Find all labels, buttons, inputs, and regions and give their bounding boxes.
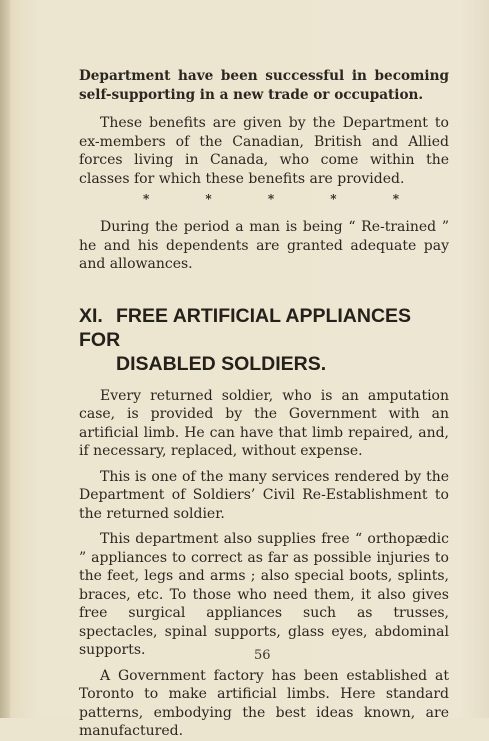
separator-star: *	[143, 192, 150, 206]
paragraph-artificial-limb: Every returned soldier, who is an amputation case, is provided by the Government with an artificial limb. He can have that limb repaired, and, if necessary, replaced, without expense.	[79, 387, 449, 459]
separator-star: *	[205, 192, 212, 206]
paragraph-services: This is one of the many services rendered by the Department of Soldiers’ Civil Re-Establishment to the returned soldier.	[79, 468, 449, 522]
asterisk-separator	[143, 192, 399, 206]
section-number: XI.	[79, 304, 103, 327]
section-heading	[79, 304, 449, 376]
separator-star: *	[267, 192, 275, 206]
paragraph-retraining: During the period a man is being “ Re-trained ” he and his dependents are granted adequate pay and allowances.	[79, 219, 449, 272]
separator-star: *	[392, 192, 399, 206]
paragraph-continuation: Department have been successful in becoming self-supporting in a new trade or occupation.	[79, 68, 449, 103]
section-title-line1: FREE ARTIFICIAL APPLIANCES FOR	[79, 304, 412, 351]
page-binding-edge	[0, 0, 10, 718]
page-content	[79, 67, 449, 741]
separator-star: *	[330, 192, 337, 206]
section-title-line2: DISABLED SOLDIERS.	[116, 352, 327, 375]
page-number: 56	[254, 648, 271, 663]
paragraph-factory: A Government factory has been established at Toronto to make artificial limbs. Here standard patterns, embodying the best ideas known, are manufactured.	[79, 667, 449, 739]
paragraph-benefits: These benefits are given by the Department to ex-members of the Canadian, British and Allied forces living in Canada, who come within the classes for which these benefits are provided.	[79, 115, 449, 187]
paragraph-orthopaedic: This department also supplies free “ orthopædic ” appliances to correct as far as possible injuries to the feet, legs and arms ; also special boots, splints, braces, etc. To those who need them, it also gives free surgical appliances such as trusses, spectacles, spinal supports, glass eyes, abdominal supports.	[79, 531, 449, 658]
